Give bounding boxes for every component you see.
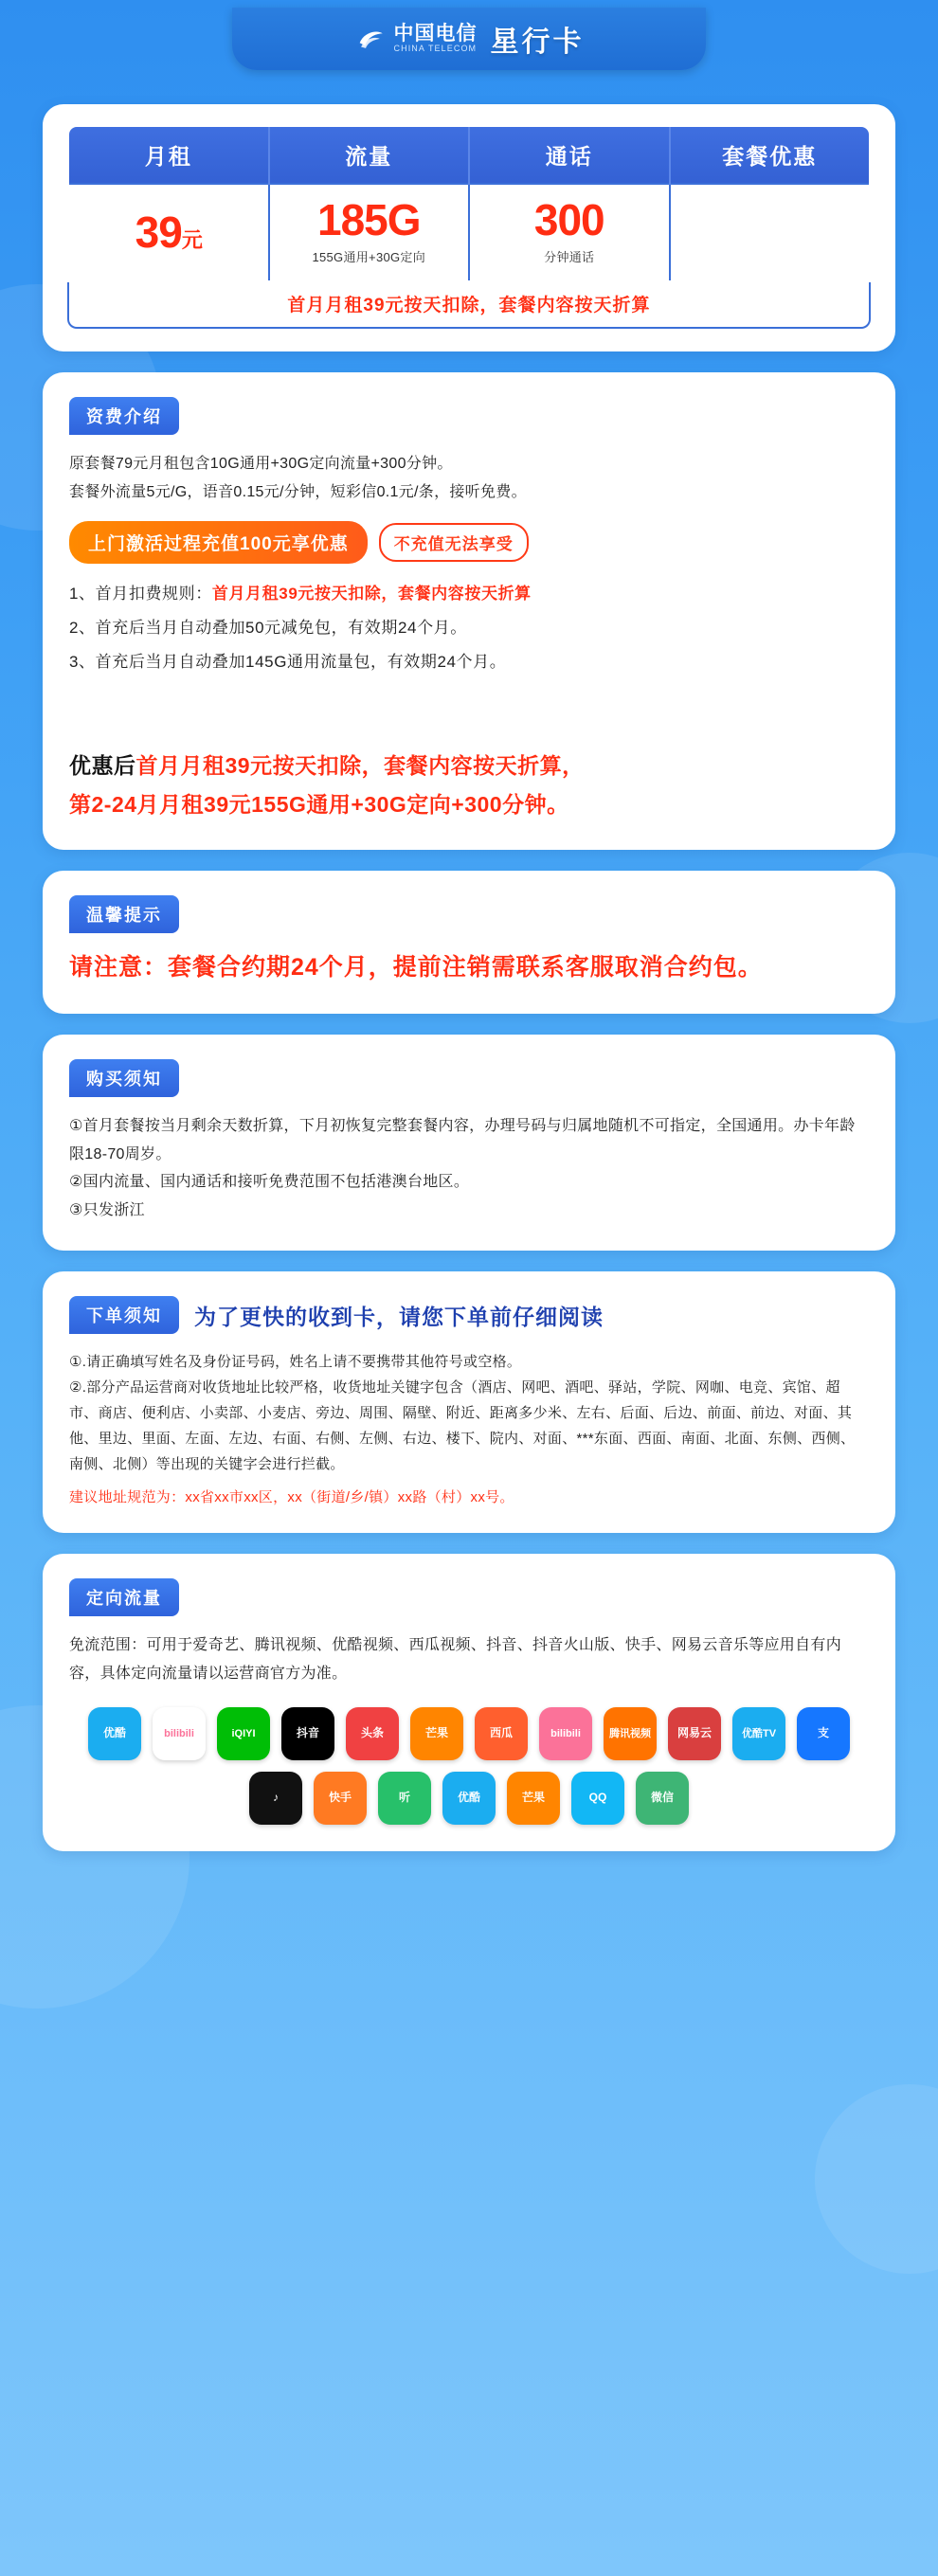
cell-call: [469, 184, 670, 281]
bilibili-icon: bilibili: [153, 1707, 206, 1760]
mango-mini-icon: 芒果: [507, 1772, 560, 1825]
order-notice-headline: 为了更快的收到卡，请您下单前仔细阅读: [194, 1304, 604, 1329]
promo-recharge-badge: 上门激活过程充值100元享优惠: [69, 521, 368, 564]
fee-rule-2: 2、首充后当月自动叠加50元减免包，有效期24个月。: [69, 618, 467, 637]
package-table: [67, 125, 871, 282]
order-notice-item-2: ②.部分产品运营商对收货地址比较严格，收货地址关键字包含（酒店、网吧、酒吧、驿站，学院、网咖、电竞、宾馆、超市、商店、便利店、小卖部、小麦店、旁边、周围、隔壁、附近、距离多少米、左右、后面、后边、前面、前边、对面、其他、里边、里面、左面、左边、右面、右侧、左侧、右边、楼下、院内、对面、***东面、西面、南面、北面、东侧、西侧、南侧、北侧）等出现的关键字会进行拦截。: [69, 1379, 856, 1473]
fee-rule-1-prefix: 1、首月扣费规则：: [69, 585, 212, 603]
after-promo-block: [69, 747, 869, 823]
logo-text-cn: 中国电信: [393, 23, 478, 45]
spacer: [69, 678, 869, 747]
mango-tv-icon: 芒果: [410, 1707, 463, 1760]
cell-rent: [68, 184, 269, 281]
data-value: 185G: [316, 195, 421, 244]
douyin-icon: 抖音: [281, 1707, 334, 1760]
column-header-call: 通话: [469, 126, 670, 184]
promo-row: [69, 521, 869, 564]
after-promo-line-1: 首月月租39元按天扣除，套餐内容按天折算，: [135, 753, 585, 779]
toutiao-icon: 头条: [346, 1707, 399, 1760]
after-promo-label: 优惠后: [69, 753, 136, 779]
fee-rule-1: [69, 577, 869, 611]
logo-text-en: CHINA TELECOM: [393, 44, 478, 54]
call-value: 300: [533, 195, 604, 244]
rent-value-group: [73, 207, 264, 257]
douyin-note-icon: ♪: [249, 1772, 302, 1825]
order-notice-header: [69, 1296, 869, 1334]
order-notice-item-1: ①.请正确填写姓名及身份证号码，姓名上请不要携带其他符号或空格。: [69, 1354, 522, 1371]
column-header-rent: 月租: [68, 126, 269, 184]
table-header-row: [68, 126, 870, 184]
promo-warning-badge: 不充值无法享受: [379, 523, 529, 562]
package-summary-card: [43, 104, 895, 351]
call-sub-label: 分钟通话: [544, 250, 595, 264]
order-notice-card: [43, 1271, 895, 1533]
package-note: 首月月租39元按天扣除，套餐内容按天折算: [67, 282, 871, 329]
page-title: 星行卡: [490, 27, 585, 58]
order-address-rule: 建议地址规范为：xx省xx市xx区，xx（街道/乡/镇）xx路（村）xx号。: [69, 1489, 514, 1506]
warm-tips-text: 请注意：套餐合约期24个月，提前注销需联系客服取消合约包。: [69, 953, 763, 981]
warm-tips-card: [43, 871, 895, 1014]
warm-tips-title: 温馨提示: [69, 895, 179, 933]
cell-discount: [670, 184, 871, 281]
app-icon-list: [69, 1707, 869, 1825]
rent-unit: 元: [181, 227, 202, 252]
purchase-notice-title: 购买须知: [69, 1059, 179, 1097]
iqiyi-icon: iQIYI: [217, 1707, 270, 1760]
fee-rule-3: 3、首充后当月自动叠加145G通用流量包，有效期24个月。: [69, 652, 507, 671]
china-telecom-logo-icon: [354, 23, 387, 55]
bilibili-alt-icon: bilibili: [539, 1707, 592, 1760]
header-band: [232, 8, 706, 70]
wesing-icon: 听: [378, 1772, 431, 1825]
youku-icon: 优酷: [88, 1707, 141, 1760]
directional-data-text: 免流范围：可用于爱奇艺、腾讯视频、优酷视频、西瓜视频、抖音、抖音火山版、快手、网易云音乐等应用自有内容，具体定向流量请以运营商官方为准。: [69, 1637, 842, 1682]
youku-mini-icon: 优酷: [442, 1772, 496, 1825]
fee-intro-line-1: 原套餐79元月租包含10G通用+30G定向流量+300分钟。: [69, 456, 453, 472]
background-circle: [815, 2084, 938, 2274]
column-header-data: 流量: [269, 126, 470, 184]
purchase-notice-item-2: ②国内流量、国内通话和接听免费范围不包括港澳台地区。: [69, 1174, 470, 1191]
purchase-notice-item-3: ③只发浙江: [69, 1201, 145, 1218]
order-notice-title: 下单须知: [69, 1296, 179, 1334]
qq-icon: QQ: [571, 1772, 624, 1825]
column-header-discount: 套餐优惠: [670, 126, 871, 184]
wechat-icon: 微信: [636, 1772, 689, 1825]
fee-intro-card: [43, 372, 895, 850]
table-value-row: [68, 184, 870, 281]
tencent-video-icon: 腾讯视频: [604, 1707, 657, 1760]
cell-data: [269, 184, 470, 281]
rent-value: 39: [135, 207, 182, 257]
youku-tv-icon: 优酷TV: [732, 1707, 785, 1760]
fee-intro-line-2: 套餐外流量5元/G，语音0.15元/分钟，短彩信0.1元/条，接听免费。: [69, 483, 527, 500]
netease-music-icon: 网易云: [668, 1707, 721, 1760]
after-promo-line-2: 第2-24月月租39元155G通用+30G定向+300分钟。: [69, 791, 569, 817]
xigua-video-icon: 西瓜: [475, 1707, 528, 1760]
purchase-notice-card: [43, 1035, 895, 1251]
page-header: [0, 0, 938, 104]
kuaishou-icon: 快手: [314, 1772, 367, 1825]
data-sub-label: 155G通用+30G定向: [312, 250, 426, 264]
fee-rule-1-highlight: 首月月租39元按天扣除，套餐内容按天折算: [211, 585, 532, 603]
footer-spacer: [0, 1872, 938, 1899]
fee-intro-title: 资费介绍: [69, 397, 179, 435]
directional-data-title: 定向流量: [69, 1578, 179, 1616]
directional-data-card: [43, 1554, 895, 1850]
alipay-icon: 支: [797, 1707, 850, 1760]
purchase-notice-item-1: ①首月套餐按当月剩余天数折算，下月初恢复完整套餐内容，办理号码与归属地随机不可指定，全国通用。办卡年龄限18-70周岁。: [69, 1118, 856, 1162]
china-telecom-logo: [354, 23, 478, 55]
